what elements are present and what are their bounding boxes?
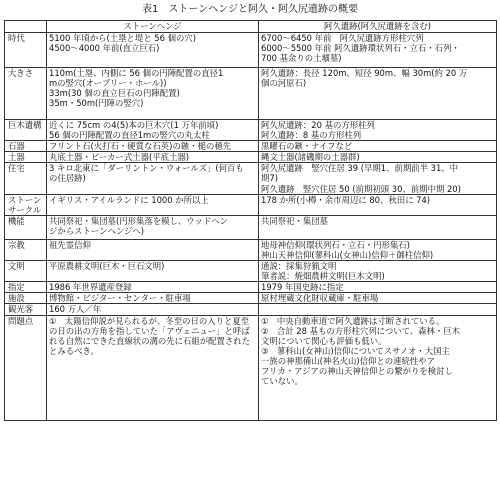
table-row: [5, 194, 497, 215]
row-label: 住宅: [5, 163, 47, 194]
cell-line: 1986 年世界遺産登録: [49, 282, 132, 293]
table-row: [5, 315, 497, 420]
cell-line: 56 個の円陣配置の直径1mの竪穴の丸太柱: [49, 130, 210, 141]
stonehenge-cell: [47, 141, 259, 152]
row-label: 宗教: [5, 239, 47, 260]
cell-line: 丸底土器・ビーカー式土器(平底土器): [49, 152, 190, 163]
table-row: [5, 33, 497, 68]
cell-line: 1979 年国史跡に指定: [261, 282, 344, 293]
stonehenge-cell: [47, 33, 259, 68]
cell-line: 178 か所(小樽・余市周辺に 80、秋田に 74): [261, 194, 431, 205]
cell-line: 神山天神信仰(蓼科山(女神山)信仰＋御柱信仰): [261, 249, 434, 260]
aku-cell: [259, 194, 497, 215]
row-label: 指定: [5, 282, 47, 293]
row-label: 機能: [5, 215, 47, 239]
cell-line: 160 万人／年: [49, 304, 102, 315]
aku-cell: [259, 120, 497, 141]
cell-line: 5100 年頃から(土塁と堤と 56 個の穴): [49, 33, 196, 43]
stonehenge-cell: [47, 152, 259, 163]
row-label: 観光客: [5, 304, 47, 315]
stonehenge-cell: [47, 194, 259, 215]
table-row: [5, 68, 497, 120]
cell-line: 平原農耕文明(巨木・巨石文明): [49, 261, 165, 272]
cell-line: 黒曜石の鏃・ナイフなど: [261, 141, 353, 152]
stonehenge-cell: [47, 68, 259, 120]
aku-cell: [259, 261, 497, 282]
cell-line: 通説：採集狩猟文明: [261, 261, 337, 272]
aku-cell: [259, 152, 497, 163]
cell-line: フリント石(火打石・硬質な石英)の鏃・槌の穂先: [49, 141, 232, 152]
cell-line: 33m(30 個の直立巨石の円陣配置): [49, 88, 180, 99]
table-row: [5, 163, 497, 194]
cell-line: ③ 蓼科山(女神山)信仰についてスサノオ・大国主: [261, 345, 450, 356]
cell-line: 文明について関心も評価も低い。: [261, 335, 387, 346]
row-label: ストーンサークル: [5, 194, 47, 215]
table-row: [5, 120, 497, 141]
row-label: 時代: [5, 33, 47, 68]
cell-line: 近くに 75cm の4(5)本の巨木穴(1 万年前頃): [49, 120, 219, 130]
cell-line: フリカ・アジアの神山天神信仰との繋がりを検討し: [261, 365, 453, 376]
row-label: 大きさ: [5, 68, 47, 120]
table-row: [5, 141, 497, 152]
table-row: [5, 282, 497, 293]
cell-line: ① 中央自動車道で阿久遺跡は寸断されている。: [261, 315, 445, 326]
aku-cell: [259, 68, 497, 120]
aku-cell: [259, 304, 497, 315]
cell-line: 阿久遺跡：長径 120m、短径 90m、幅 30m(約 20 万: [261, 68, 468, 78]
cell-line: 6700〜6450 年前 阿久尻遺跡方形柱穴列: [261, 33, 424, 43]
aku-cell: [259, 315, 497, 420]
page-title: 表1 ストーンヘンジと阿久・阿久尻遺跡の概要: [142, 4, 358, 15]
cell-line: の住居跡): [49, 173, 86, 184]
table-row: [5, 152, 497, 163]
stonehenge-cell: [47, 261, 259, 282]
cell-line: 個の河原石): [261, 78, 307, 89]
stonehenge-cell: ① 太陽信仰説が見られるが、冬至の日の入りと夏至の日の出の方角を指していた「アヴェニュー」と呼ばれる自然にできた直線状の溝の先に石組が配置されたとみるべき。: [47, 315, 259, 420]
cell-line: ② 合計 28 基もの方形柱穴列について、森林・巨木: [261, 325, 461, 336]
aku-cell: [259, 239, 497, 260]
cell-line: 期7): [261, 173, 278, 184]
cell-line: 阿久遺跡 竪穴住居 50 (前期初頭 30、前期中期 20): [261, 183, 461, 194]
cell-line: 700 基余りの土壙墓): [261, 53, 342, 64]
cell-line: 共同祭祀・集団墓: [261, 215, 328, 226]
cell-line: 阿久尻遺跡：20 基の方形柱列: [261, 120, 375, 130]
row-label: 施設: [5, 293, 47, 304]
stonehenge-cell: [47, 293, 259, 304]
column-header: ストーンヘンジ: [47, 21, 259, 33]
cell-line: 阿久遺跡：8 基の方形柱列: [261, 130, 362, 141]
aku-cell: [259, 293, 497, 304]
cell-line: 阿久尻遺跡 竪穴住居 39 (早期1、前期前半 31、中: [261, 163, 459, 174]
aku-cell: [259, 33, 497, 68]
cell-line: mの竪穴(オーブリー・ホール)): [49, 78, 167, 89]
cell-line: 原村埋蔵文化財収蔵庫・駐車場: [261, 293, 379, 304]
row-label: 文明: [5, 261, 47, 282]
cell-line: 博物館・ビジター・センター・駐車場: [49, 293, 191, 304]
cell-line: イギリス・アイルランドに 1000 か所以上: [49, 194, 209, 205]
cell-line: 110m(土塁、内側に 56 個の円陣配置の直径1: [49, 68, 224, 78]
cell-line: ていない。: [261, 376, 303, 387]
row-label: 土器: [5, 152, 47, 163]
table-row: [5, 239, 497, 260]
cell-line: 6000〜5500 年前 阿久遺跡環状列石・立石・石列・: [261, 43, 460, 54]
column-header: 阿久遺跡(阿久尻遺跡を含む): [259, 21, 497, 33]
aku-cell: [259, 141, 497, 152]
cell-line: 35m・50m(円陣の竪穴): [49, 98, 144, 109]
aku-cell: [259, 282, 497, 293]
stonehenge-cell: [47, 304, 259, 315]
comparison-table: [4, 20, 497, 421]
table-row: [5, 215, 497, 239]
stonehenge-cell: [47, 282, 259, 293]
cell-line: 地母神信仰(環状列石・立石・円形集石): [261, 239, 410, 250]
cell-line: 縄文土器(諸磯期の土器群): [261, 152, 360, 163]
table-row: [5, 261, 497, 282]
cell-line: 共同祭祀・集団墓(円形集落を模し、ウッドヘン: [49, 215, 228, 226]
row-label: 巨木遺構: [5, 120, 47, 141]
cell-line: ジからストーンヘンジへ): [49, 225, 145, 236]
table-row: [5, 293, 497, 304]
table-header-row: [5, 21, 497, 33]
column-header: [5, 21, 47, 33]
stonehenge-cell: [47, 215, 259, 239]
row-label: 問題点: [5, 315, 47, 420]
cell-line: 4500〜4000 年前(直立巨石): [49, 43, 160, 54]
table-row: [5, 304, 497, 315]
cell-line: 筆者説：焼畑農耕文明(巨木文明): [261, 271, 385, 282]
aku-cell: [259, 215, 497, 239]
aku-cell: [259, 163, 497, 194]
stonehenge-cell: [47, 120, 259, 141]
cell-line: 一族の神那備山(神名火山)信仰との連続性やア: [261, 355, 436, 366]
stonehenge-cell: [47, 239, 259, 260]
row-label: 石器: [5, 141, 47, 152]
cell-line: 3 キロ北東に「ダーリントン・ウォールズ」(何百も: [49, 163, 244, 174]
stonehenge-cell: [47, 163, 259, 194]
cell-line: 祖先霊信仰: [49, 239, 91, 250]
